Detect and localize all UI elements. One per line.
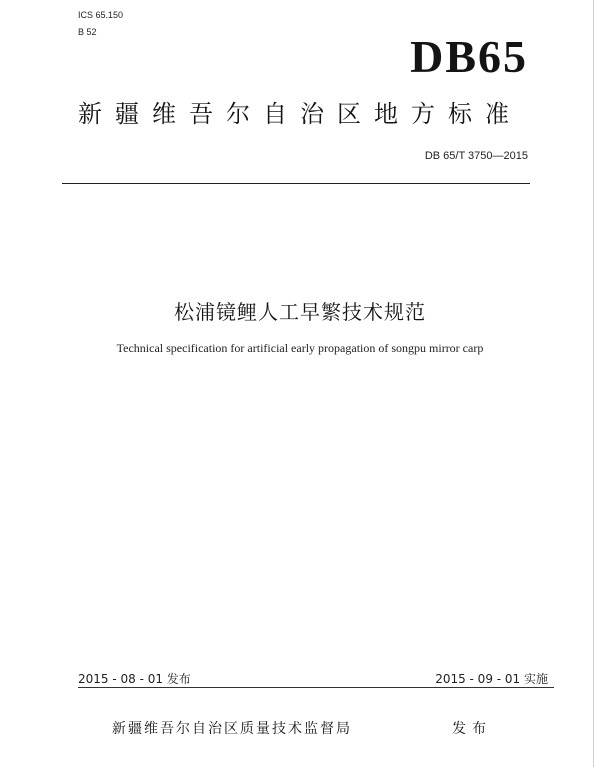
issuing-authority: 新疆维吾尔自治区质量技术监督局 [112,721,352,737]
implement-date: 2015 - 09 - 01 实施 [435,672,548,686]
document-title-english: Technical specification for artificial early propagation of songpu mirror carp [116,341,484,355]
footer-divider [78,687,554,688]
document-title-chinese: 松浦镜鲤人工早繁技术规范 [174,300,426,324]
db65-logo: DB65 [410,31,528,82]
ics-code: ICS 65.150 [78,10,124,20]
scan-edge-line [593,0,594,767]
publish-date: 2015 - 08 - 01 发布 [78,672,191,686]
standard-number: DB 65/T 3750—2015 [424,150,528,162]
standard-type-heading: 新疆维吾尔自治区地方标准 [78,100,522,128]
issue-label: 发布 [452,721,492,737]
header-divider [62,183,530,184]
ccs-code: B 52 [78,27,97,37]
